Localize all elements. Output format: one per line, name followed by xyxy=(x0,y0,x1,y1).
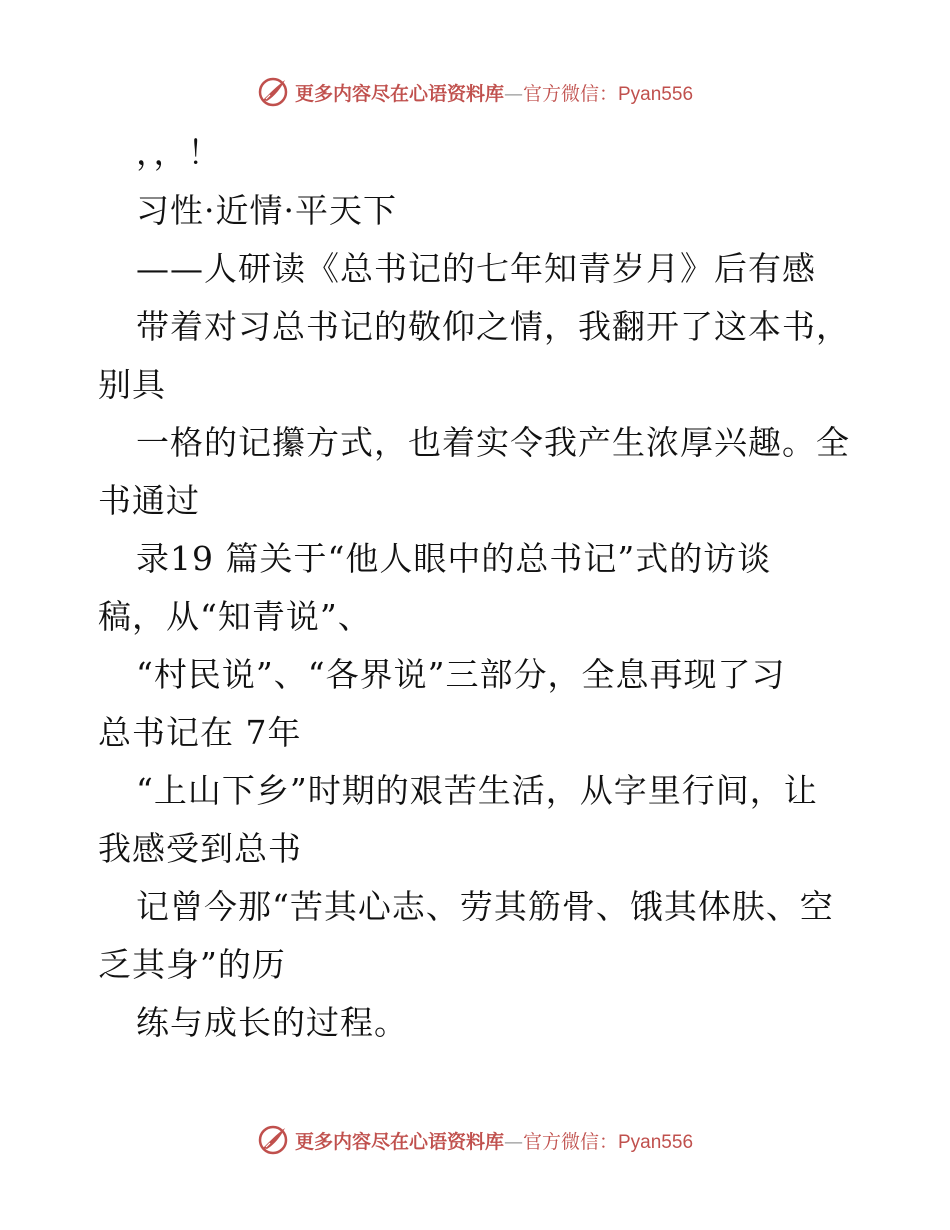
text-line: 我感受到总书 xyxy=(98,829,302,868)
text-line: 总书记在 7年 xyxy=(98,713,302,752)
watermark-separator: — xyxy=(504,82,523,105)
text-line: ——人研读《总书记的七年知青岁月》后有感 xyxy=(136,249,816,288)
watermark-contact: 官方微信：Pyan556 xyxy=(523,83,694,105)
text-line: 乏其身”的历 xyxy=(98,945,286,984)
text-line: 书通过 xyxy=(98,481,200,520)
watermark-text xyxy=(295,79,693,106)
watermark-brand: 更多内容尽在心语资料库 xyxy=(294,1130,504,1153)
text-line: 录19 篇关于“他人眼中的总书记”式的访谈 xyxy=(136,539,772,578)
text-line: ，，！ xyxy=(136,133,222,172)
quill-pen-logo-icon xyxy=(257,1124,289,1156)
quill-pen-logo-icon xyxy=(257,76,289,108)
footer-watermark xyxy=(0,1120,950,1160)
watermark-separator: — xyxy=(504,1130,523,1153)
text-line: “上山下乡”时期的艰苦生活，从字里行间，让 xyxy=(136,771,818,810)
header-watermark xyxy=(0,72,950,112)
text-line: 练与成长的过程。 xyxy=(136,1003,408,1042)
text-line: 别具 xyxy=(98,365,166,404)
text-line: 一格的记攥方式，也着实令我产生浓厚兴趣。全 xyxy=(136,423,850,462)
watermark-text xyxy=(295,1127,693,1154)
text-line: 记曾今那“苦其心志、劳其筋骨、饿其体肤、空 xyxy=(136,887,834,926)
watermark-contact: 官方微信：Pyan556 xyxy=(523,1131,694,1153)
text-line: 稿，从“知青说”、 xyxy=(98,597,372,636)
text-line: “村民说”、“各界说”三部分，全息再现了习 xyxy=(136,655,786,694)
text-line: 习性·近情·平天下 xyxy=(136,191,397,230)
watermark-brand: 更多内容尽在心语资料库 xyxy=(294,82,504,105)
text-line: 带着对习总书记的敬仰之情，我翻开了这本书， xyxy=(136,307,850,346)
document-body xyxy=(98,124,858,1052)
